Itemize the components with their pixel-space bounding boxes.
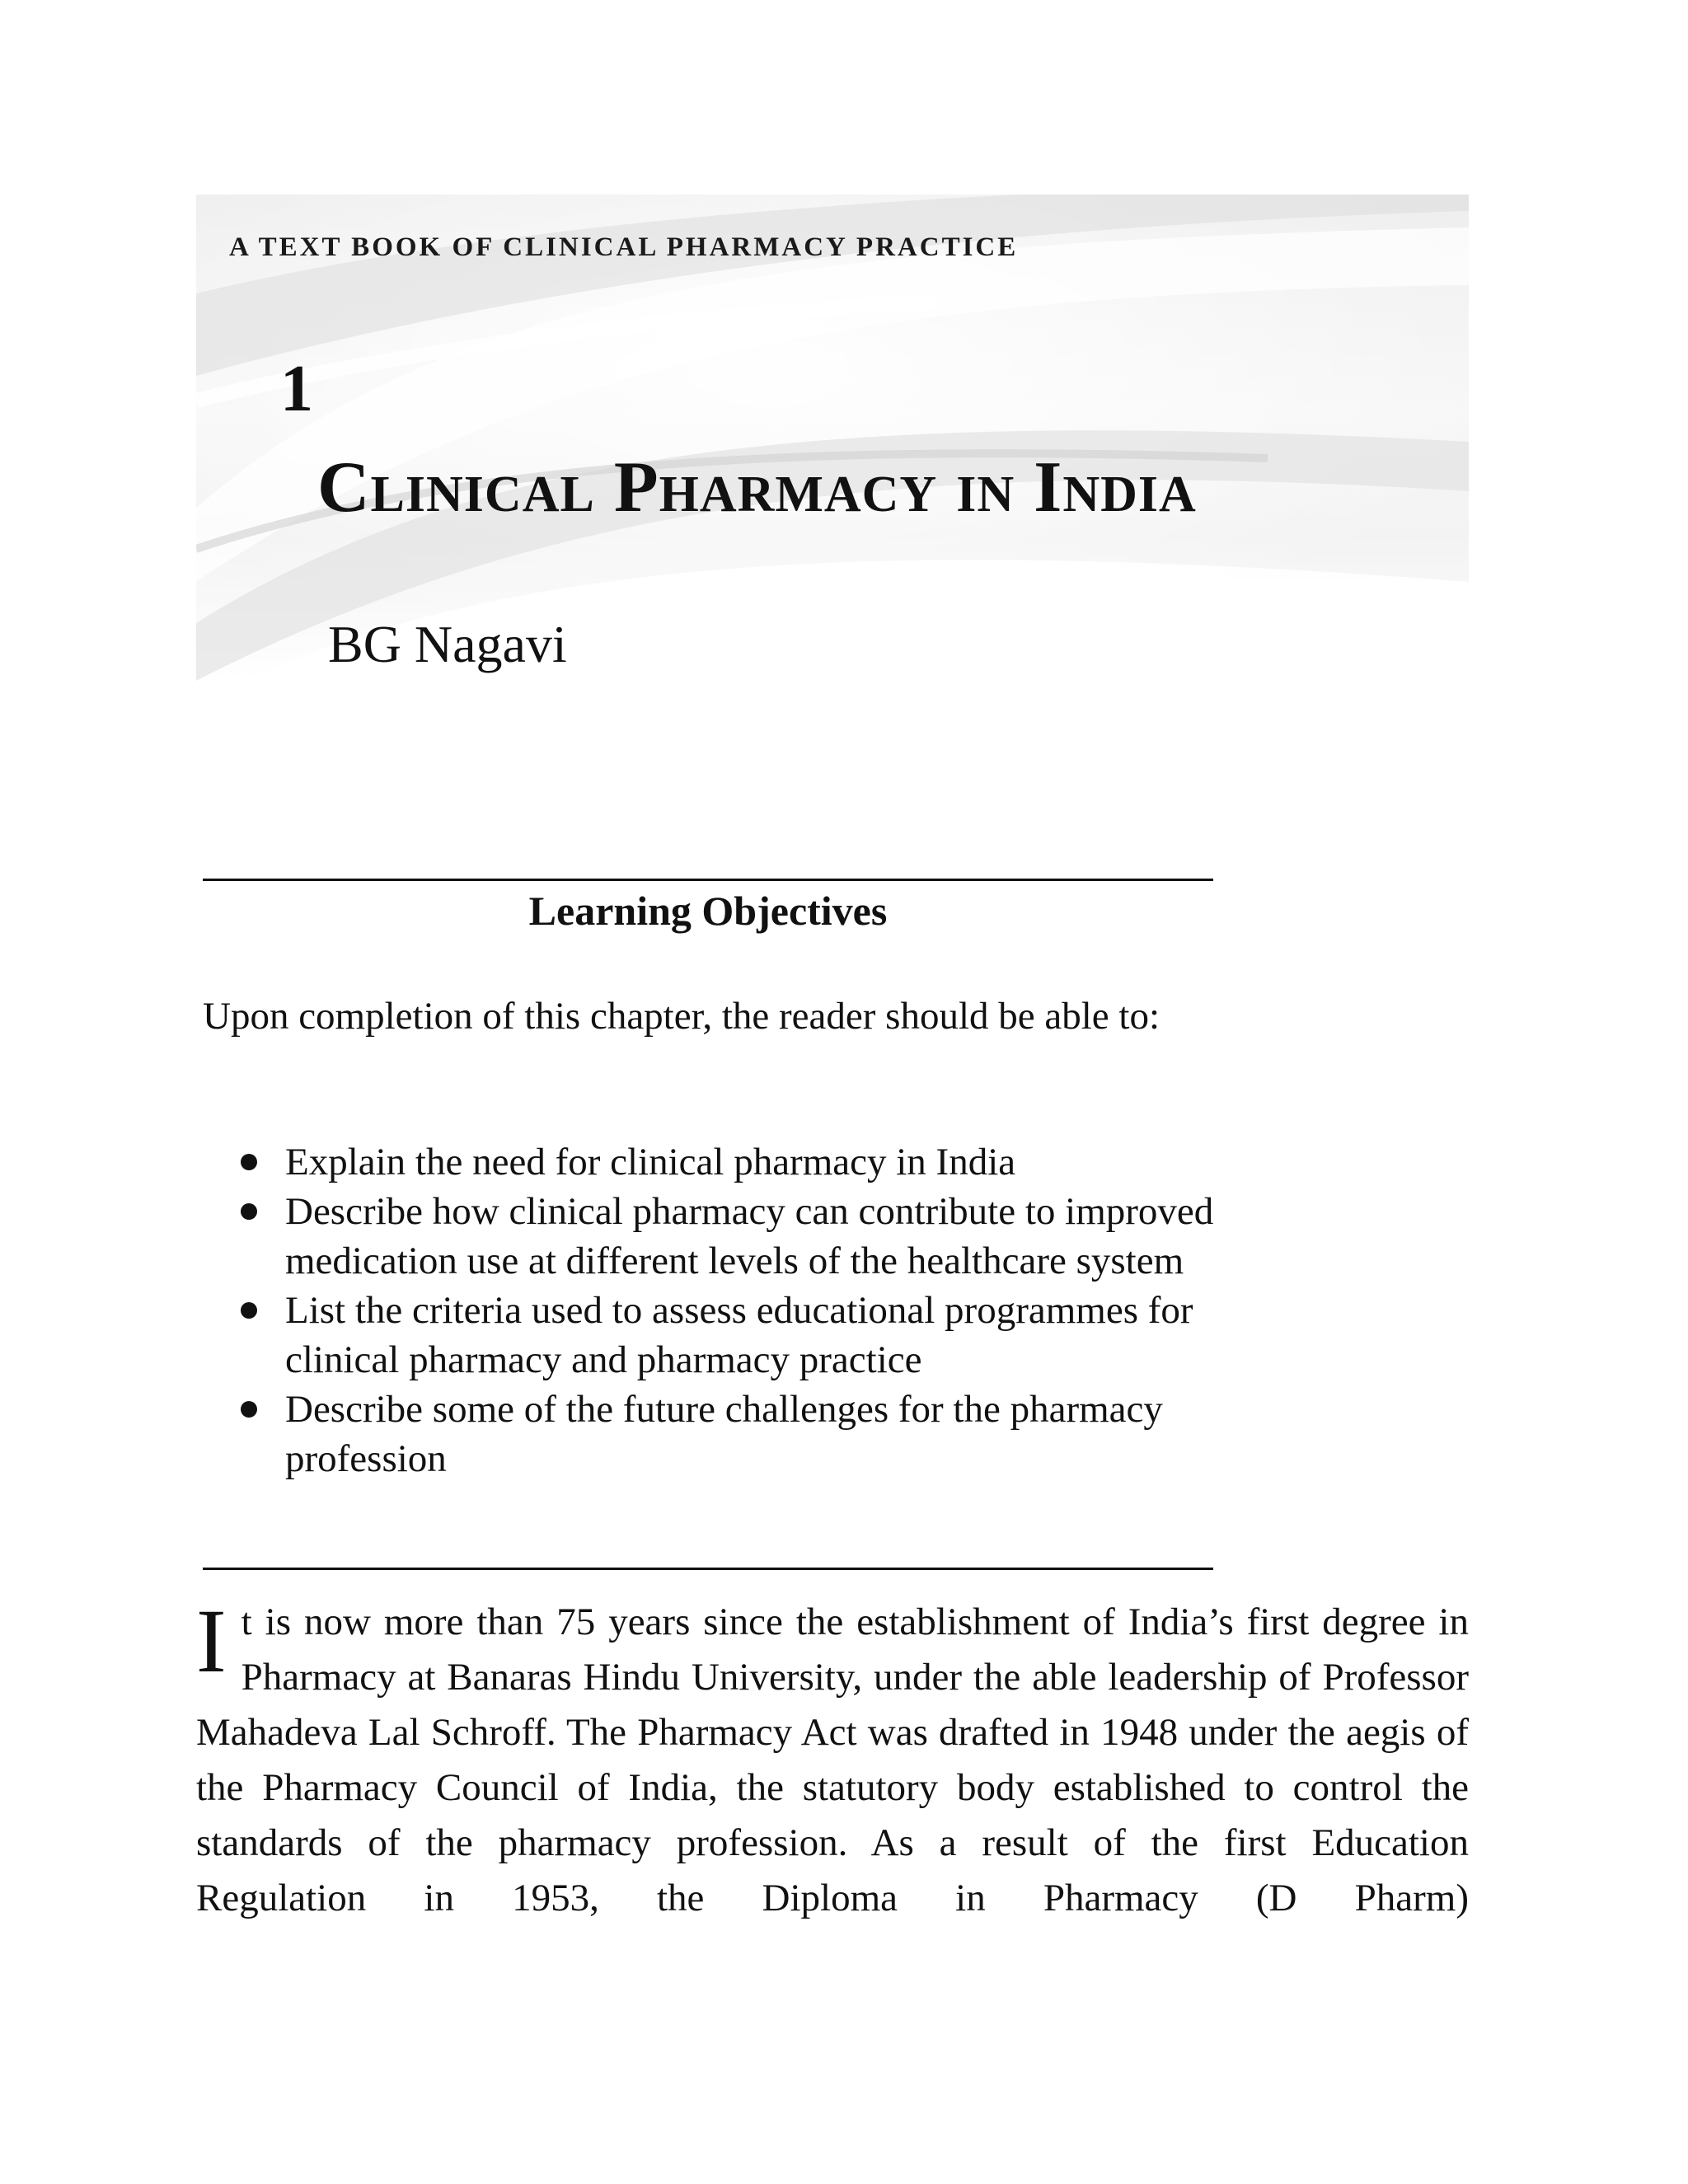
banner-swoosh-graphic — [196, 194, 1469, 681]
book-title: A TEXT BOOK OF CLINICAL PHARMACY PRACTICE — [229, 232, 1019, 262]
bullet-icon — [241, 1154, 257, 1170]
chapter-title: Clinical Pharmacy in India — [317, 448, 1197, 527]
learning-objectives-intro: Upon completion of this chapter, the reader should be able to: — [203, 995, 1160, 1038]
bullet-icon — [241, 1302, 257, 1319]
objective-item — [203, 1137, 1217, 1187]
body-paragraph-text: t is now more than 75 years since the establishment of India’s first degree in Pharmacy at Banaras Hindu University, under the able leadership of Professor Mahadeva Lal Schroff. The Pharmacy Act was drafted in 1948 under the aegis of the Pharmacy Council of India, the statutory body established to control the standards of the pharmacy profession. As a result of the first Education Regulation in 1953, the Diploma in Pharmacy (D Pharm) — [196, 1601, 1469, 1919]
body-paragraph — [196, 1591, 1469, 1926]
chapter-author: BG Nagavi — [328, 615, 567, 673]
objective-text: Explain the need for clinical pharmacy in India — [285, 1141, 1016, 1183]
objective-text: Describe how clinical pharmacy can contribute to improved medication use at different levels of the healthcare system — [285, 1190, 1214, 1282]
chapter-number: 1 — [280, 353, 313, 425]
objective-text: Describe some of the future challenges for the pharmacy profession — [285, 1388, 1163, 1480]
objective-item — [203, 1385, 1217, 1483]
learning-objectives-list — [203, 1137, 1217, 1483]
header-banner — [196, 194, 1469, 681]
bullet-icon — [241, 1401, 257, 1418]
objectives-top-rule — [203, 879, 1213, 881]
objectives-bottom-rule — [203, 1568, 1213, 1570]
objective-text: List the criteria used to assess educational programmes for clinical pharmacy and pharmacy practice — [285, 1289, 1193, 1381]
learning-objectives-heading: Learning Objectives — [528, 888, 888, 934]
bullet-icon — [241, 1203, 257, 1220]
objective-item — [203, 1286, 1217, 1385]
objective-item — [203, 1187, 1217, 1286]
drop-cap: I — [196, 1591, 227, 1691]
